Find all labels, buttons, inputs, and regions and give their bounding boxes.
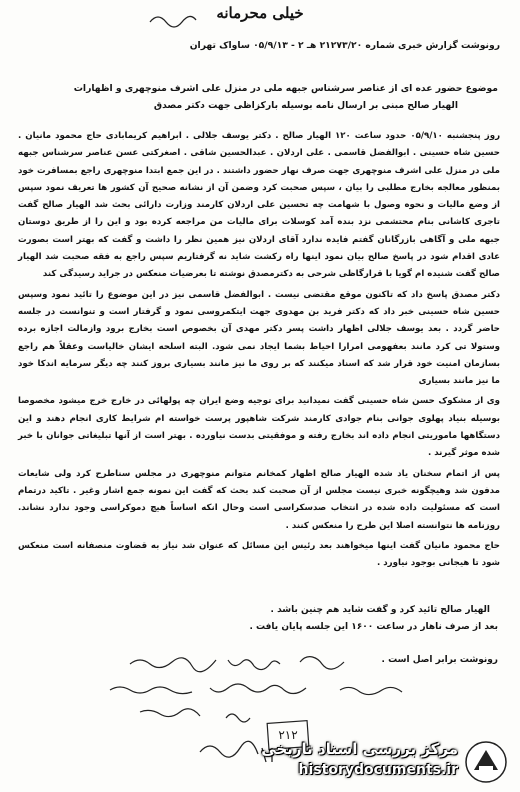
report-body bbox=[18, 128, 500, 575]
report-subject bbox=[20, 80, 498, 114]
classification-title bbox=[0, 4, 520, 22]
body-paragraph: حاج محمود مانیان گفت اینها میخواهند بعد رئیس این مسائل که عنوان شد نیاز به قضاوت منصفانه است منعکس شود تا هیجانی بوجود نیاورد . bbox=[18, 540, 500, 569]
closing-line-2: بعد از صرف ناهار در ساعت ۱۶۰۰ این جلسه پایان یافت . bbox=[249, 622, 498, 632]
closing-line-1: الهیار صالح تائید کرد و گفت شاید هم چنین باشد . bbox=[270, 605, 490, 615]
body-paragraph: پس از اتمام سخنان یاد شده الهیار صالح اظهار کمخانم متوانم منوچهری در مجلس سناطرح کرد ولی شایعات مدفون شد وهیچگونه خبری نیست مجلس از آن صحبت کند بحث که گفت این نمونه جمع اشار وغیر . تاکید درتمام است که مسئولیت داده شده در انتخاب صدسکراسی است وحال انکه اساساً هیچ دموکراسی وجود ندارد نشاند. روزنامه ها نتوانسته اصلا این طرح را منعکس کنند . bbox=[18, 468, 500, 531]
body-paragraph: روز پنجشنبه ۰۵/۹/۱۰ حدود ساعت ۱۲۰ الهیار صالح . دکتر یوسف جلالی . ابراهیم کریمابادی حاج محمود مانیان . حسین شاه حسینی . ابوالفضل قاسمی . علی اردلان . عبدالحسین شاقی . اصغرکتی عسن عناصر سرشناس جبهه ملی در منزل علی اشرف منوچهری جهت صرف نهار حضور داشتند . در این جمع ابتدا منوچهری راجع بمسافرت خود بمنظور معالجه بخارج مطلبی را بیان ، سپس صحبت کرد وضمن آن از نشانه صحیح آن کشور ها تعریف نمود سپس از وضع مالیات و نحوه وصول با شهامت چه تحسین علی اردلان کارمند وزارت دارائی بحث شد الهیار صالح گفت تاجری کاشانی بنام محتشمی نزد بنده آمد کوسلات برای مالیات من مراجعه کرده بود و این را از طریق دوستان جبهه ملی و آگاهی بازرگانان گفتم فایده ندارد آقای اردلان نیز همین نظر را داشت و گفت که بهتر است بصورت عادی اقدام شود در پاسخ صالح بیان نمود اینها راه رکشت شاید نه گرفتاریم سپس راجع به فقه صحبت شد الهیار صالح گفت شنیده ام گویا با قرارگاظی شرحی به دکترمصدق نوشته تا بعرضیات منعکس در جراید رسیدگی کند bbox=[18, 131, 501, 280]
archive-logo-icon bbox=[464, 740, 508, 784]
watermark-title: مرکز بررسی اسناد تاریخی bbox=[261, 740, 458, 758]
subject-line-1: موضوع حضور عده ای از عناصر سرشناس جبهه ملی در منزل علی اشرف منوچهری و اظهارات bbox=[73, 83, 498, 94]
classification-label: خیلی محرمانه bbox=[216, 4, 304, 22]
body-paragraph: وی از مشکوک حسن شاه حسینی گفت نمیدانید برای توجیه وضع ایران چه پولهائی در خارج خرج میشود مخصوصا بوسیله بنیاد پهلوی جوانی بنام جوادی کارمند شرکت شاهپور پرست خواسته ام شرایط کاری انجام دهند و این دستگاهها ماموریتی انجام داده اند بخارج رفته و موفقیتی بدست نیاورده . بهتر است از آنها تبلیغاتی جوانان با خبر شده موثر گیرند . bbox=[18, 396, 500, 459]
body-paragraph: دکتر مصدق پاسخ داد که تاکنون موقع مقتضی نیست . ابوالفضل قاسمی نیز در این موضوع را تائید نمود وسپس حسین شاه حسینی خبر داد که دکتر فرید بن مهدوی جهت ایتکمروسی نمود و گرفتار است و تنوانست در جلسه حاضر گردد . بعد یوسف جلالی اظهار داشت پسر دکتر مهدی آن بخصوص است بخارج برود وازمالت اجازه برده وستولا تی کرد مانند بعفهومی امرارا احیاط بشما ایجاد نمی شود. البته اسلحه ایشان خالیاست وعقلاً هم راجع بسازمان امنیت خود قرار شد که اسناد میکنند که بر روی ما نیز مانند بسیاری بروز کنند چه دیگر سرمایه اندکا خود ما نیز مانند بسیاری bbox=[18, 289, 500, 387]
copy-certification: رونوشت برابر اصل است . bbox=[381, 655, 498, 665]
handwritten-page-number: ۲۱۲ bbox=[278, 728, 298, 742]
site-watermark bbox=[214, 738, 514, 788]
watermark-url: historydocuments.ir bbox=[298, 762, 458, 778]
report-reference: رونوشت گزارش خبری شماره ۲۱۲۷۳/۲۰ هـ ۲ - ۰۵/۹/۱۳ ساواک تهران bbox=[189, 40, 500, 51]
subject-line-2: الهیار صالح مبنی بر ارسال نامه بوسیله بارکزاظی جهت دکتر مصدق bbox=[153, 100, 458, 111]
report-closing bbox=[20, 602, 498, 636]
